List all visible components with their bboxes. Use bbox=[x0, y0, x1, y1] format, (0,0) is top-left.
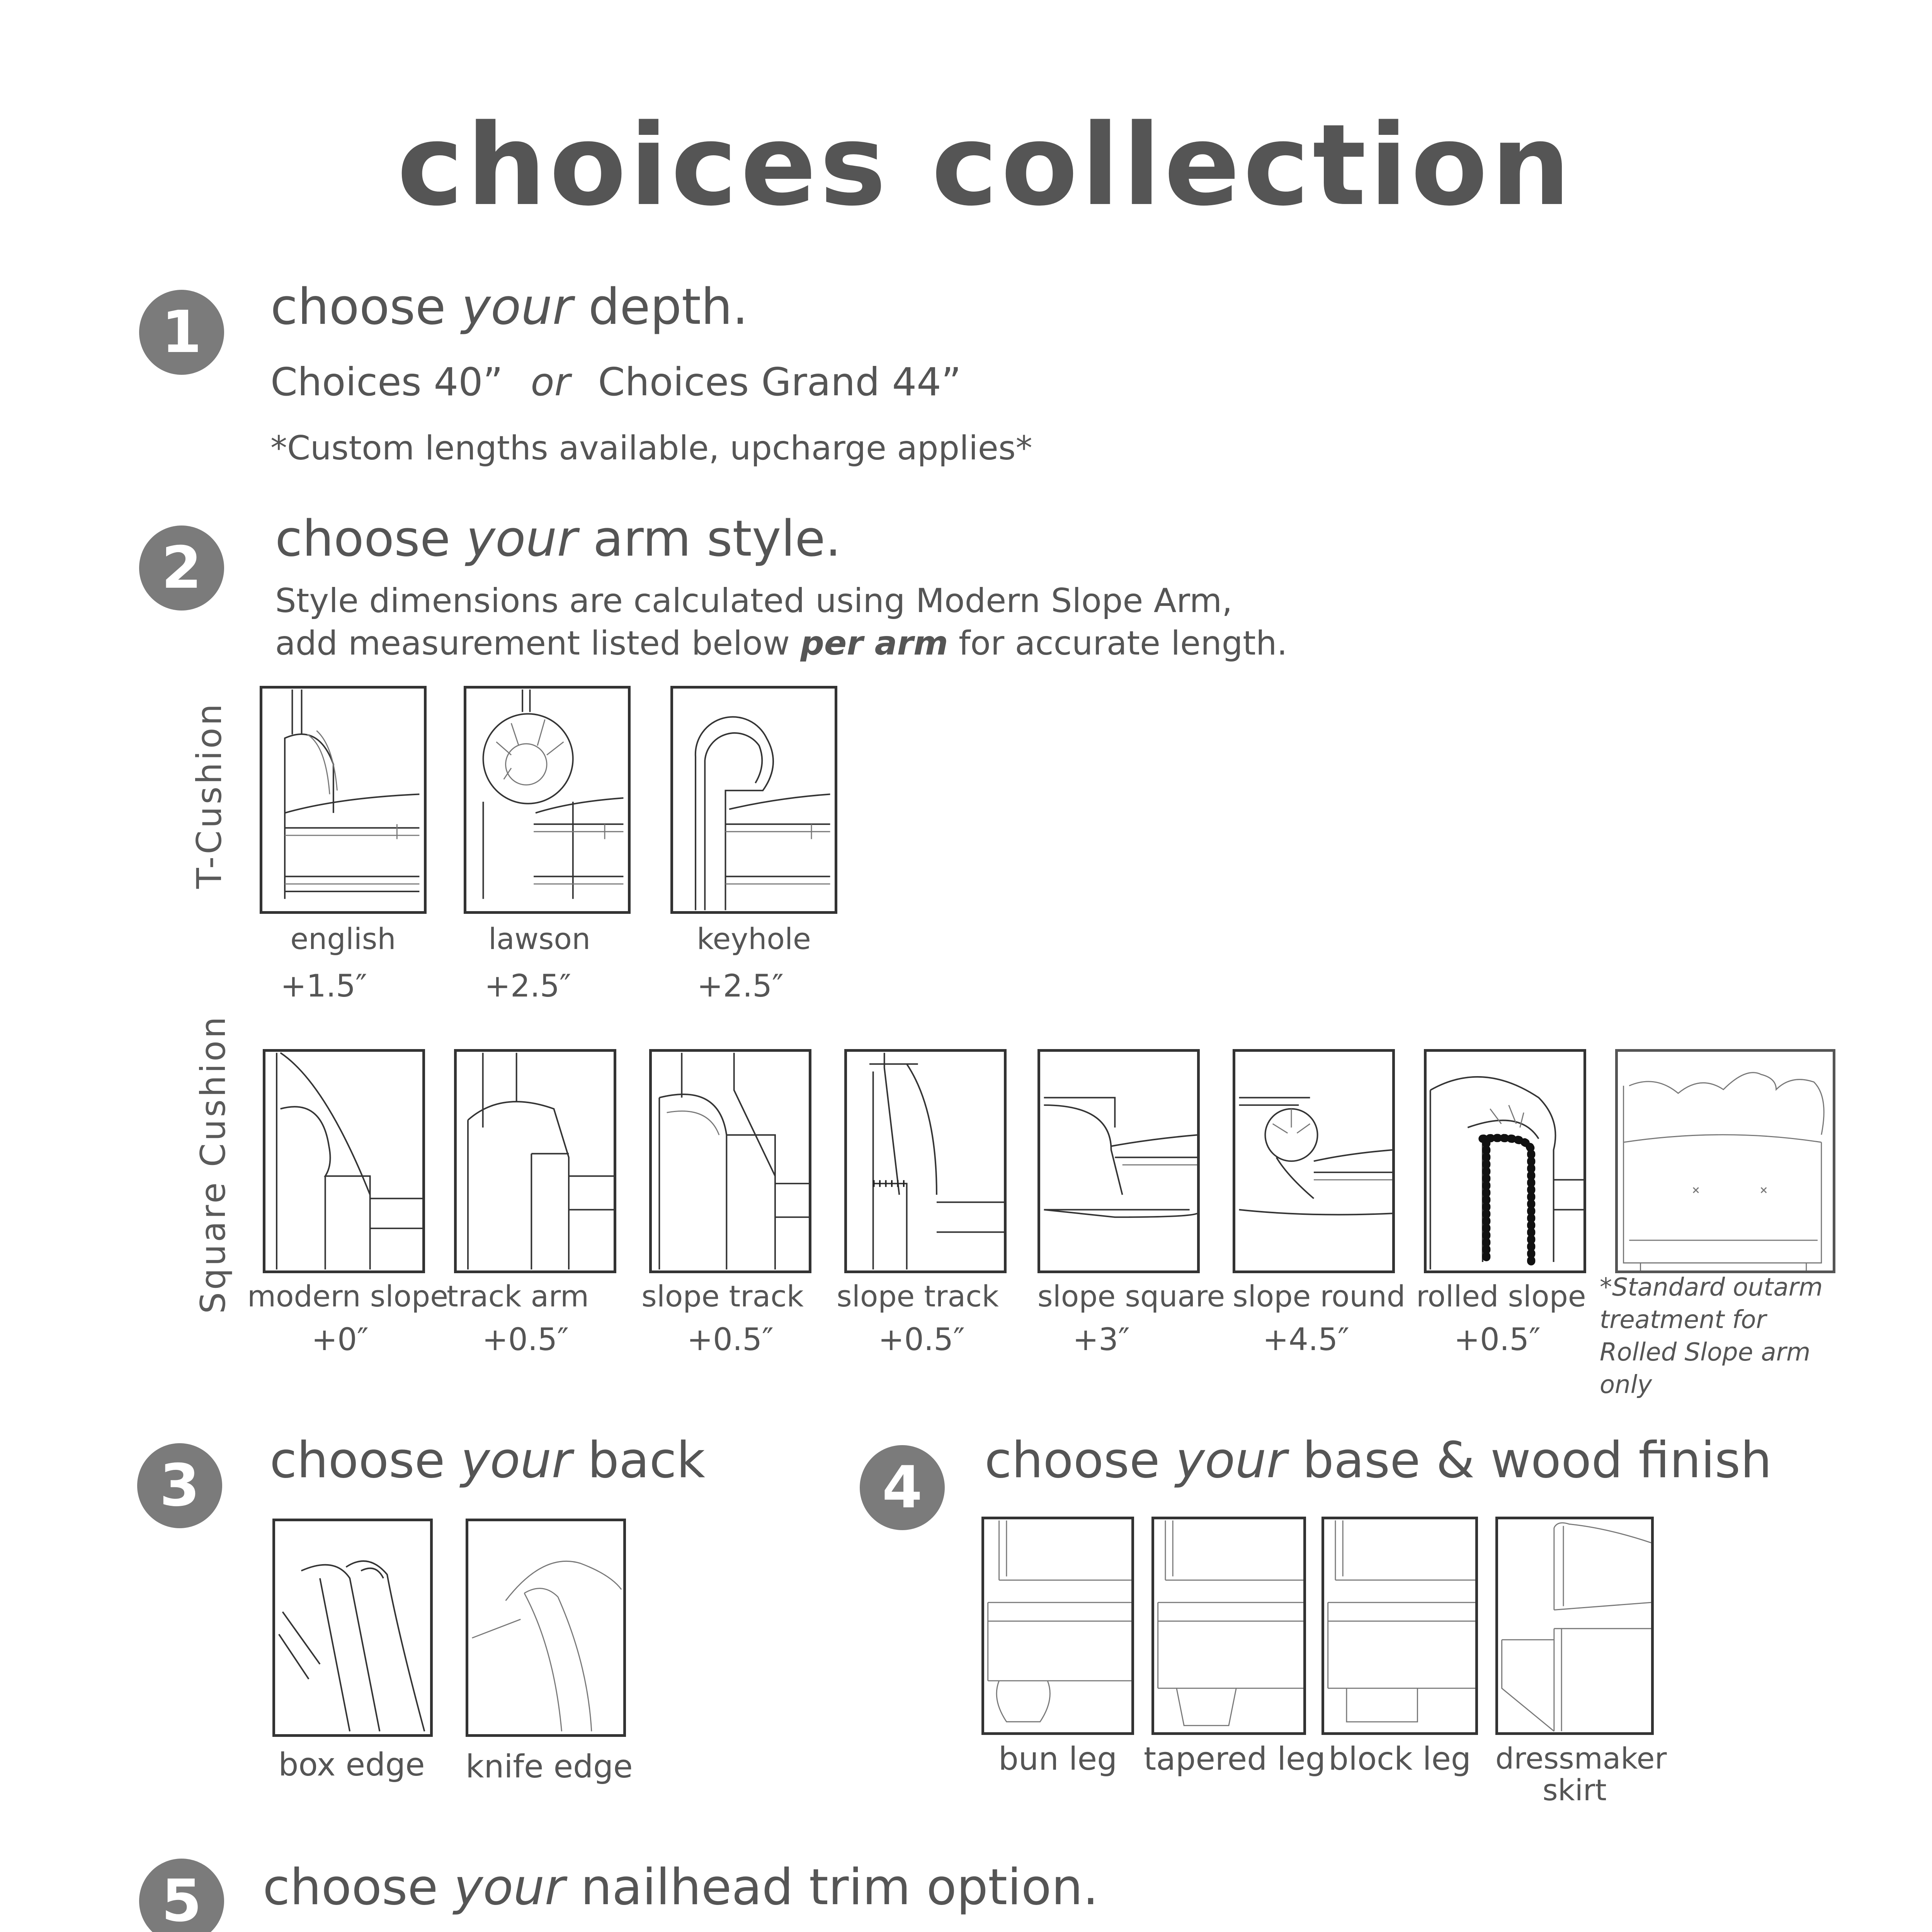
slope-square-arm-option[interactable] bbox=[1037, 1049, 1200, 1273]
step-4-badge: 4 bbox=[860, 1445, 945, 1530]
slope-square-arm-drawing bbox=[1040, 1052, 1197, 1270]
track-arm-option[interactable] bbox=[454, 1049, 616, 1273]
rolled-slope-arm-label: rolled slope bbox=[1416, 1279, 1586, 1313]
lawson-arm-option[interactable] bbox=[464, 686, 631, 914]
step-1-heading: choose your depth. bbox=[270, 278, 748, 336]
knife-edge-label: knife edge bbox=[466, 1748, 633, 1785]
dressmaker-skirt-drawing bbox=[1498, 1519, 1651, 1732]
box-edge-back-option[interactable] bbox=[272, 1519, 433, 1737]
step-1-badge: 1 bbox=[139, 290, 224, 375]
tapered-leg-drawing bbox=[1154, 1519, 1303, 1732]
bun-leg-drawing bbox=[984, 1519, 1131, 1732]
knife-edge-back-option[interactable] bbox=[466, 1519, 626, 1737]
english-arm-label: english bbox=[290, 922, 396, 956]
step-3-badge: 3 bbox=[137, 1443, 222, 1528]
modern-slope-arm-drawing bbox=[265, 1052, 422, 1270]
step-2-heading: choose your arm style. bbox=[275, 510, 841, 568]
block-leg-drawing bbox=[1324, 1519, 1475, 1732]
keyhole-arm-label: keyhole bbox=[697, 922, 811, 956]
block-leg-label: block leg bbox=[1328, 1741, 1471, 1777]
slope-track-nailhead-arm-drawing bbox=[847, 1052, 1004, 1270]
slope-round-arm-option[interactable] bbox=[1233, 1049, 1395, 1273]
modern-slope-arm-value: +0″ bbox=[311, 1321, 369, 1357]
arm-desc-line2: add measurement listed below per arm for accurate length. bbox=[275, 624, 1287, 663]
slope-round-arm-label: slope round bbox=[1233, 1279, 1406, 1313]
slope-square-arm-value: +3″ bbox=[1073, 1321, 1130, 1357]
lawson-arm-value: +2.5″ bbox=[484, 968, 571, 1004]
english-arm-value: +1.5″ bbox=[280, 968, 367, 1004]
track-arm-drawing bbox=[457, 1052, 614, 1270]
lawson-arm-drawing bbox=[466, 689, 628, 911]
standard-outarm-option bbox=[1615, 1049, 1835, 1273]
tapered-leg-option[interactable] bbox=[1151, 1517, 1306, 1735]
modern-slope-arm-label: modern slope bbox=[247, 1279, 448, 1313]
page-title: choices collection bbox=[397, 100, 1574, 231]
depth-note: *Custom lengths available, upcharge applies* bbox=[270, 429, 1032, 468]
slope-track-arm-value: +0.5″ bbox=[687, 1321, 774, 1357]
depth-option-40[interactable]: Choices 40” bbox=[270, 359, 503, 405]
dressmaker-skirt-label: dressmaker skirt bbox=[1495, 1741, 1667, 1807]
t-cushion-label: T-Cushion bbox=[189, 701, 229, 889]
depth-or: or bbox=[531, 359, 570, 405]
slope-track-arm-drawing bbox=[652, 1052, 809, 1270]
step-4-heading: choose your base & wood finish bbox=[985, 1432, 1772, 1489]
bun-leg-label: bun leg bbox=[998, 1741, 1117, 1777]
rolled-slope-arm-drawing bbox=[1427, 1052, 1583, 1270]
arm-desc-line1: Style dimensions are calculated using Modern Slope Arm, bbox=[275, 582, 1233, 620]
step-5-heading: choose your nailhead trim option. bbox=[263, 1859, 1099, 1916]
depth-options bbox=[270, 359, 961, 405]
slope-track-nailhead-arm-option[interactable] bbox=[844, 1049, 1007, 1273]
knife-edge-back-drawing bbox=[468, 1521, 623, 1734]
slope-round-arm-value: +4.5″ bbox=[1262, 1321, 1350, 1357]
slope-square-arm-label: slope square bbox=[1037, 1279, 1225, 1313]
slope-track-nailhead-arm-label: slope track bbox=[837, 1279, 999, 1313]
step-3-heading: choose your back bbox=[270, 1432, 705, 1489]
rolled-slope-arm-option[interactable] bbox=[1424, 1049, 1586, 1273]
box-edge-label: box edge bbox=[278, 1747, 425, 1783]
keyhole-arm-value: +2.5″ bbox=[697, 968, 784, 1004]
slope-track-arm-label: slope track bbox=[641, 1279, 804, 1313]
depth-option-44[interactable]: Choices Grand 44” bbox=[598, 359, 961, 405]
dressmaker-skirt-option[interactable] bbox=[1495, 1517, 1654, 1735]
modern-slope-arm-option[interactable] bbox=[263, 1049, 425, 1273]
english-arm-drawing bbox=[262, 689, 424, 911]
slope-round-arm-drawing bbox=[1235, 1052, 1392, 1270]
track-arm-label: track arm bbox=[446, 1279, 589, 1313]
outarm-note: *Standard outarm treatment for Rolled Slope arm only bbox=[1600, 1273, 1823, 1399]
rolled-slope-arm-value: +0.5″ bbox=[1454, 1321, 1541, 1357]
keyhole-arm-option[interactable] bbox=[670, 686, 837, 914]
standard-outarm-drawing bbox=[1618, 1052, 1833, 1270]
track-arm-value: +0.5″ bbox=[482, 1321, 569, 1357]
slope-track-arm-option[interactable] bbox=[649, 1049, 811, 1273]
bun-leg-option[interactable] bbox=[981, 1517, 1134, 1735]
step-5-badge: 5 bbox=[139, 1859, 224, 1932]
block-leg-option[interactable] bbox=[1321, 1517, 1478, 1735]
step-2-badge: 2 bbox=[139, 526, 224, 611]
tapered-leg-label: tapered leg bbox=[1144, 1741, 1326, 1777]
slope-track-nailhead-arm-value: +0.5″ bbox=[878, 1321, 965, 1357]
keyhole-arm-drawing bbox=[673, 689, 835, 911]
square-cushion-label: Square Cushion bbox=[193, 1014, 233, 1314]
lawson-arm-label: lawson bbox=[488, 922, 591, 956]
box-edge-back-drawing bbox=[275, 1521, 430, 1734]
english-arm-option[interactable] bbox=[260, 686, 427, 914]
